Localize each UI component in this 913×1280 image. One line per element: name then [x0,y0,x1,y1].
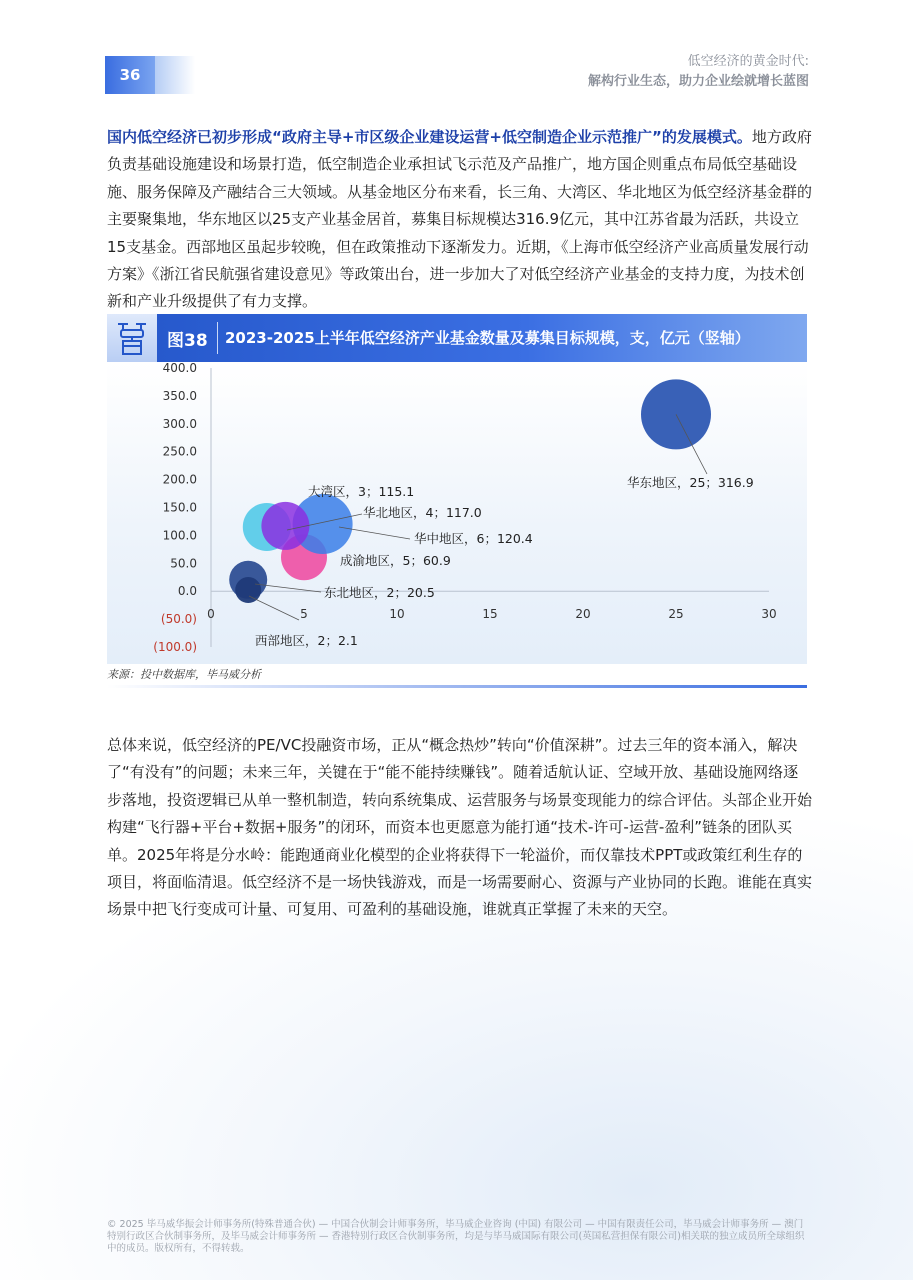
x-tick-label: 5 [300,607,308,622]
x-tick-label: 30 [761,607,777,622]
page-header [588,52,809,92]
intro-paragraph [107,124,812,316]
bubble-西部地区 [235,577,261,603]
intro-highlight: 国内低空经济已初步形成“政府主导+市区级企业建设运营+低空制造企业示范推广”的发展模式。 [107,128,752,146]
figure-source: 来源：投中数据库，毕马威分析 [107,668,261,681]
y-tick-label: 0.0 [177,584,197,599]
figure-separator [217,322,218,354]
intro-body: 地方政府负责基础设施建设和场景打造，低空制造企业承担试飞示范及产品推广，地方国企则重点布局低空基础设施、服务保障及产融结合三大领域。从基金地区分布来看，长三角、大湾区、华北地区为低空经济基金群的主要聚集地，华东地区以25支产业基金居首，募集目标规模达316.9亿元，其中江苏省最为活跃，共设立15支基金。西部地区虽起步较晚，但在政策推动下逐渐发力。近期，《上海市低空经济产业高质量发展行动方案》《浙江省民航强省建设意见》等政策出台，进一步加大了对低空经济产业基金的支持力度，为技术创新和产业升级提供了有力支撑。 [107,128,813,311]
y-tick-label: (100.0) [153,640,197,654]
data-label-华北地区: 华北地区，4；117.0 [363,505,482,520]
page-number: 36 [105,56,155,94]
data-label-成渝地区: 成渝地区，5；60.9 [340,553,451,568]
header-title-line1: 低空经济的黄金时代: [687,54,809,69]
figure-label: 图38 [167,331,208,351]
bubble-华北地区 [261,502,309,550]
y-tick-label: 350.0 [162,388,197,403]
header-title-line2: 解构行业生态，助力企业绘就增长蓝图 [587,74,809,89]
y-tick-label: 250.0 [162,444,197,459]
data-label-大湾区: 大湾区，3；115.1 [308,484,415,499]
data-label-华东地区: 华东地区，25；316.9 [627,475,754,490]
x-tick-label: 10 [389,607,405,622]
data-label-西部地区: 西部地区，2；2.1 [255,633,358,648]
y-tick-label: (50.0) [160,612,197,627]
figure-title-bar [107,314,807,362]
data-label-东北地区: 东北地区，2；20.5 [324,585,435,600]
source-divider [107,685,807,688]
x-tick-label: 0 [207,607,215,622]
y-tick-label: 100.0 [162,528,197,543]
page-number-fade [155,56,195,94]
footer-legal-text: © 2025 毕马威华振会计师事务所(特殊普通合伙) — 中国合伙制会计师事务所，毕马威企业咨询 (中国) 有限公司 — 中国有限责任公司，毕马威会计师事务所 — 澳门特别行政区合伙制事务所，及毕马威会计师事务所 — 香港特别行政区合伙制事务所，均是与毕马威国际有限公司(英国私营担保有限公司)相关联的独立成员所全球组织中的成员。版权所有，不得转载。 [107,1219,805,1254]
leader-line-西部地区 [249,596,299,620]
y-tick-label: 150.0 [162,500,197,515]
figure-title: 2023-2025上半年低空经济产业基金数量及募集目标规模，支，亿元（竖轴） [225,329,750,347]
x-tick-label: 20 [575,607,591,622]
bubble-chart [107,362,807,664]
y-tick-label: 50.0 [170,556,197,571]
y-tick-label: 200.0 [162,472,197,487]
y-tick-label: 400.0 [162,362,197,375]
x-tick-label: 25 [668,607,684,622]
data-label-华中地区: 华中地区，6；120.4 [414,531,533,546]
drone-icon [107,314,157,362]
x-tick-label: 15 [482,607,498,622]
conclusion-paragraph: 总体来说，低空经济的PE/VC投融资市场，正从“概念热炒”转向“价值深耕”。过去三年的资本涌入，解决了“有没有”的问题；未来三年，关键在于“能不能持续赚钱”。随着适航认证、空域开放、基础设施网络逐步落地，投资逻辑已从单一整机制造，转向系统集成、运营服务与场景变现能力的综合评估。头部企业开始构建“飞行器+平台+数据+服务”的闭环，而资本也更愿意为能打通“技术-许可-运营-盈利”链条的团队买单。2025年将是分水岭：能跑通商业化模型的企业将获得下一轮溢价，而仅靠技术PPT或政策红利生存的项目，将面临清退。低空经济不是一场快钱游戏，而是一场需要耐心、资源与产业协同的长跑。谁能在真实场景中把飞行变成可计量、可复用、可盈利的基础设施，谁就真正掌握了未来的天空。 [107,736,813,919]
y-tick-label: 300.0 [162,416,197,431]
